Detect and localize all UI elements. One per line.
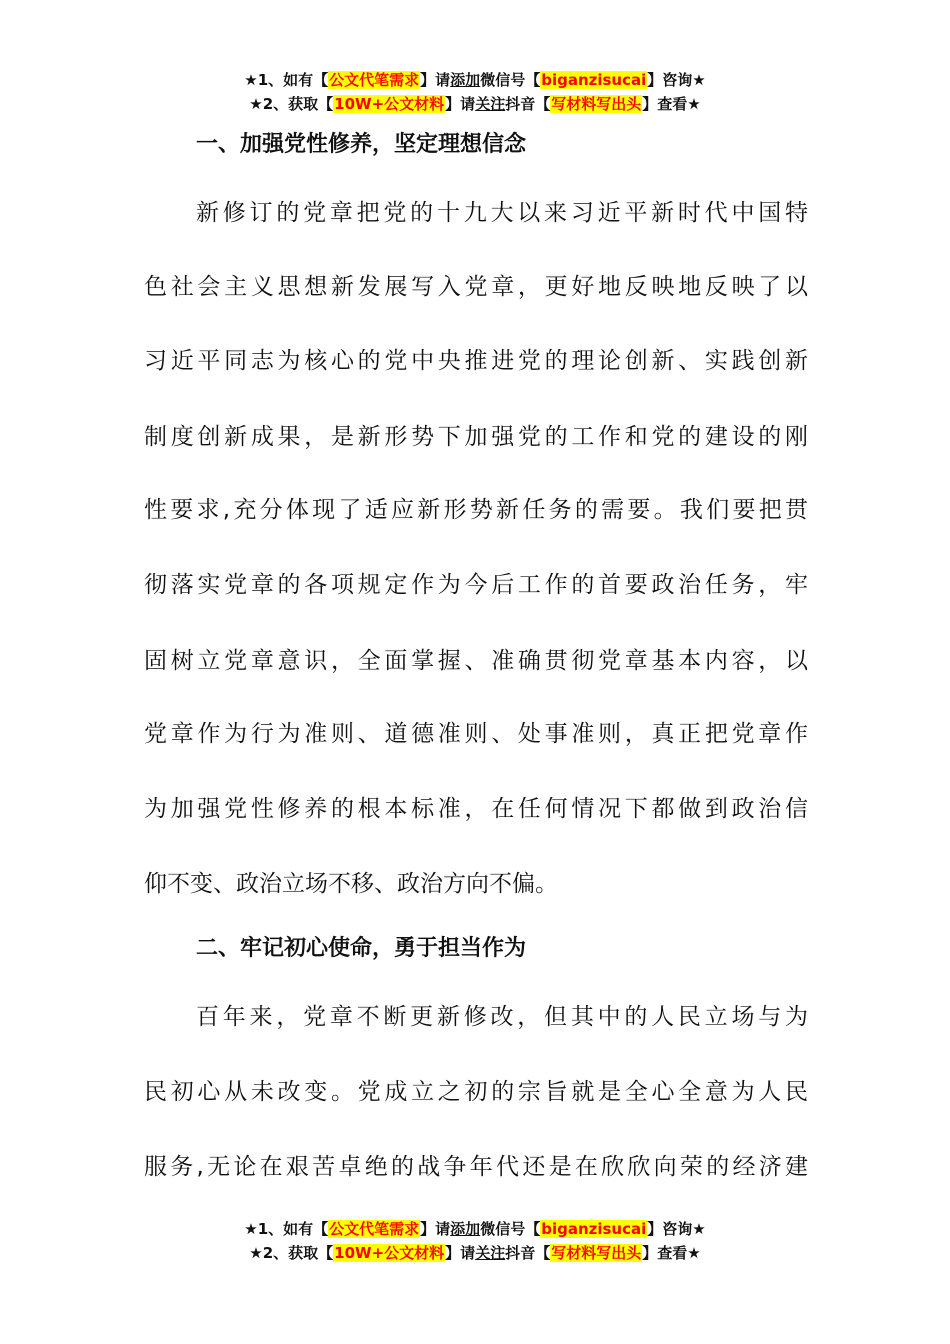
paragraph-line: 为加强党性修养的根本标准，在任何情况下都做到政治信 (144, 796, 808, 822)
highlight-wechat-id: biganzisucai (541, 1220, 647, 1238)
paragraph-line: 习近平同志为核心的党中央推进党的理论创新、实践创新 (144, 348, 808, 374)
banner-text: 】请 (420, 71, 451, 89)
underlined-follow: 关注 (475, 95, 506, 113)
banner-text: 微信号【 (480, 1220, 541, 1238)
banner-line-2 (0, 1241, 950, 1265)
paragraph-line: 彻落实党章的各项规定作为今后工作的首要政治任务，牢 (144, 572, 808, 598)
paragraph-line: 色社会主义思想新发展写入党章，更好地反映地反映了以 (144, 274, 808, 300)
section-2-heading: 二、牢记初心使命，勇于担当作为 (196, 936, 527, 961)
highlight-douyin-account: 写材料写出头 (551, 1244, 642, 1262)
star-icon: ★ (249, 1244, 263, 1262)
highlight-wechat-id: biganzisucai (541, 71, 647, 89)
star-icon: ★ (244, 71, 258, 89)
banner-line-2 (0, 92, 950, 116)
banner-text: 】查看 (642, 1244, 688, 1262)
header-banner (0, 68, 950, 116)
paragraph-line: 民初心从未改变。党成立之初的宗旨就是全心全意为人民 (144, 1079, 808, 1105)
highlight-service: 公文代笔需求 (329, 71, 420, 89)
section-1-heading: 一、加强党性修养，坚定理想信念 (196, 132, 527, 157)
star-icon: ★ (249, 95, 263, 113)
highlight-service: 公文代笔需求 (329, 1220, 420, 1238)
banner-text: 微信号【 (480, 71, 541, 89)
paragraph-line: 党章作为行为准则、道德准则、处事准则，真正把党章作 (144, 721, 808, 747)
banner-text: 】请 (445, 1244, 476, 1262)
banner-text: 】查看 (642, 95, 688, 113)
paragraph-line: 固树立党章意识，全面掌握、准确贯彻党章基本内容，以 (144, 648, 808, 674)
highlight-materials: 10W+公文材料 (334, 95, 445, 113)
banner-text: 抖音【 (505, 1244, 551, 1262)
banner-text: 2、获取【 (262, 95, 334, 113)
star-icon: ★ (687, 95, 701, 113)
paragraph-line: 服务,无论在艰苦卓绝的战争年代还是在欣欣向荣的经济建 (144, 1154, 808, 1180)
underlined-follow: 关注 (475, 1244, 506, 1262)
underlined-add: 添加 (450, 71, 481, 89)
star-icon: ★ (687, 1244, 701, 1262)
paragraph-line: 百年来，党章不断更新修改，但其中的人民立场与为 (196, 1004, 808, 1030)
banner-text: 1、如有【 (257, 1220, 329, 1238)
banner-line-1 (0, 1217, 950, 1241)
footer-banner (0, 1217, 950, 1265)
banner-text: 】请 (445, 95, 476, 113)
star-icon: ★ (244, 1220, 258, 1238)
star-icon: ★ (692, 71, 706, 89)
highlight-douyin-account: 写材料写出头 (551, 95, 642, 113)
banner-text: 1、如有【 (257, 71, 329, 89)
underlined-add: 添加 (450, 1220, 481, 1238)
banner-text: 2、获取【 (262, 1244, 334, 1262)
paragraph-line: 制度创新成果，是新形势下加强党的工作和党的建设的刚 (144, 424, 808, 450)
paragraph-line: 性要求,充分体现了适应新形势新任务的需要。我们要把贯 (144, 497, 808, 523)
banner-line-1 (0, 68, 950, 92)
banner-text: 】咨询 (647, 1220, 693, 1238)
banner-text: 抖音【 (505, 95, 551, 113)
highlight-materials: 10W+公文材料 (334, 1244, 445, 1262)
star-icon: ★ (692, 1220, 706, 1238)
banner-text: 】咨询 (647, 71, 693, 89)
paragraph-line: 新修订的党章把党的十九大以来习近平新时代中国特 (196, 200, 808, 226)
banner-text: 】请 (420, 1220, 451, 1238)
paragraph-line: 仰不变、政治立场不移、政治方向不偏。 (144, 871, 558, 897)
